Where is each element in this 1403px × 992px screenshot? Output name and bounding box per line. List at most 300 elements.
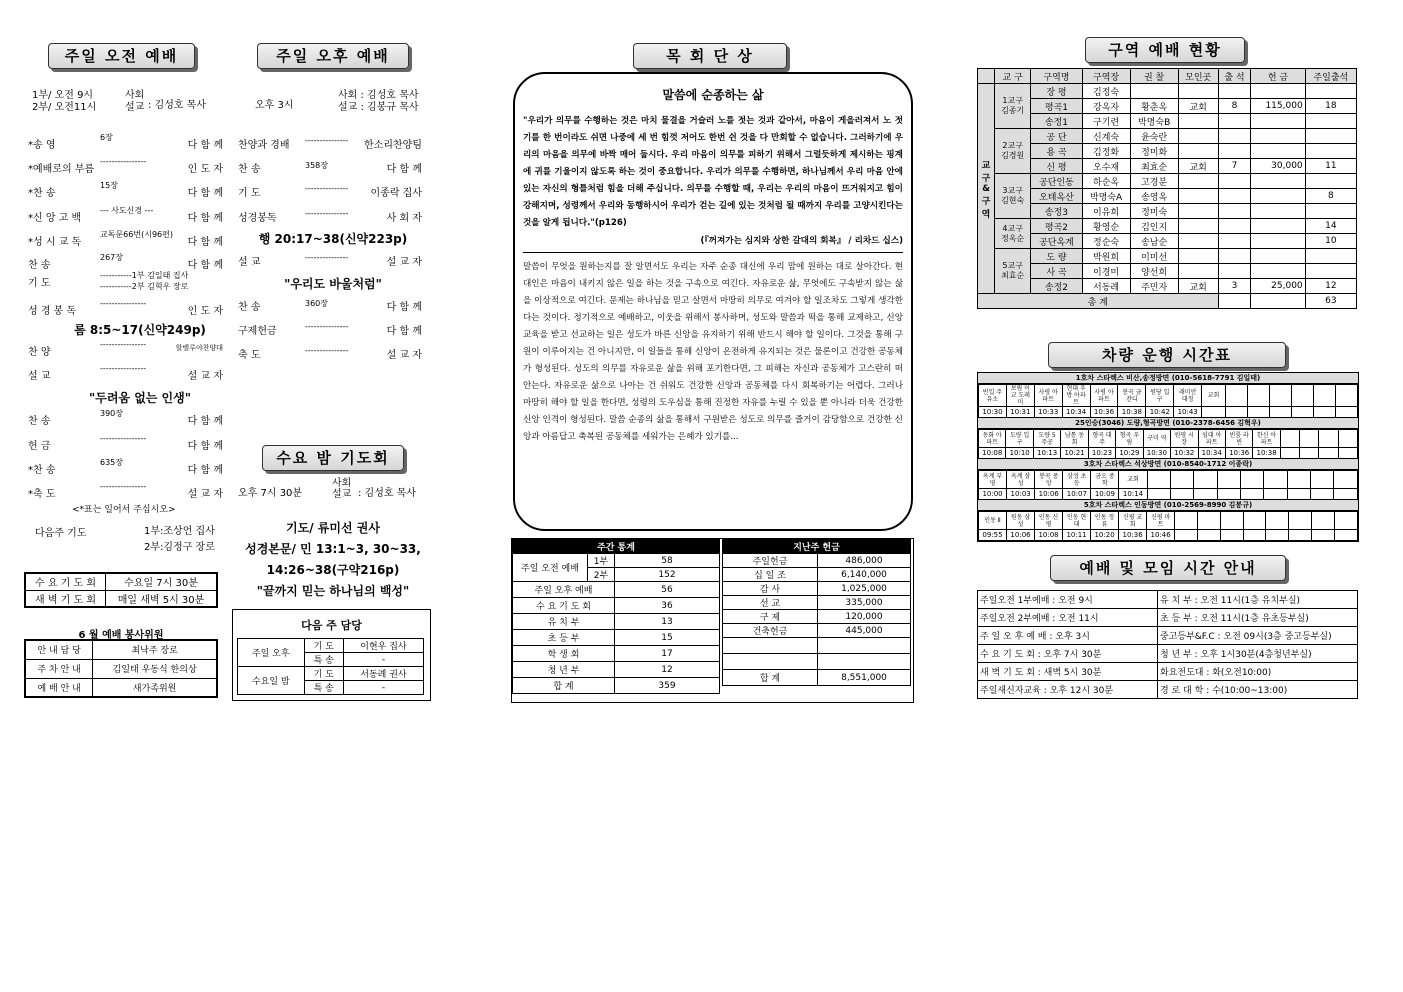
offering-amount bbox=[818, 654, 911, 670]
district-cell bbox=[1218, 144, 1251, 159]
wednesday-sermon-title: "끝까지 믿는 하나님의 백성" bbox=[256, 584, 410, 598]
district-row bbox=[978, 204, 1357, 219]
afternoon-role-2: 설교 : 김봉규 목사 bbox=[338, 102, 419, 113]
bus-time bbox=[1175, 530, 1198, 541]
district-cell: 8 bbox=[1305, 189, 1356, 204]
bus-time bbox=[1247, 407, 1269, 418]
morning-order-label: 찬 송 bbox=[28, 416, 51, 427]
schedule-right: 화요전도대 : 화(오전10:00) bbox=[1158, 663, 1358, 681]
district-total-label: 총 계 bbox=[978, 294, 1219, 309]
district-row bbox=[978, 189, 1357, 204]
bus-time bbox=[1313, 407, 1335, 418]
bus-time: 10:08 bbox=[979, 448, 1006, 459]
offering-label bbox=[723, 654, 818, 670]
district-cell bbox=[1251, 84, 1305, 99]
stat-value: 359 bbox=[615, 678, 720, 694]
district-cell: 교회 bbox=[1178, 159, 1218, 174]
district-row bbox=[978, 99, 1357, 114]
bus-time bbox=[1311, 489, 1334, 500]
morning-order-detail: ---------------- bbox=[100, 299, 147, 308]
morning-order-label: 설 교 bbox=[28, 371, 51, 382]
offering-amount bbox=[818, 638, 911, 654]
morning-order-leader: 설 교 자 bbox=[187, 489, 223, 500]
bus-stop bbox=[1289, 512, 1312, 530]
weekly-stats-table bbox=[512, 539, 720, 694]
bus-route-table bbox=[978, 429, 1358, 459]
district-cell: 주민자 bbox=[1130, 279, 1178, 294]
bus-stop bbox=[1338, 430, 1357, 448]
bus-stop bbox=[1264, 471, 1287, 489]
district-name: 공단인동 bbox=[1031, 174, 1082, 189]
afternoon-order-leader: 다 함 께 bbox=[386, 326, 422, 337]
schedule-right: 초 등 부 : 오전 11시(1층 유초등부실) bbox=[1158, 609, 1358, 627]
district-cell: 김정숙 bbox=[1082, 84, 1130, 99]
morning-order-label: *찬 송 bbox=[28, 465, 56, 476]
district-column-header: 모인곳 bbox=[1178, 69, 1218, 84]
offerings-title: 지난주 헌금 bbox=[723, 540, 911, 554]
afternoon-order-detail: --------------- bbox=[305, 136, 349, 145]
afternoon-role-1: 사회 : 김성호 목사 bbox=[338, 90, 419, 101]
bus-time bbox=[1291, 407, 1313, 418]
bus-time bbox=[1312, 530, 1335, 541]
schedule-left: 주일새신자교육 : 오후 12시 30분 bbox=[978, 681, 1158, 699]
district-cell bbox=[1178, 204, 1218, 219]
district-cell: 황영순 bbox=[1082, 219, 1130, 234]
bus-time: 10:29 bbox=[1116, 448, 1143, 459]
bus-stop bbox=[1311, 471, 1334, 489]
bus-stop bbox=[1335, 385, 1357, 407]
morning-times bbox=[32, 90, 96, 114]
morning-order-leader: 다 함 께 bbox=[187, 140, 223, 151]
morning-order-label: 찬 양 bbox=[28, 347, 51, 358]
bus-stop bbox=[1319, 430, 1338, 448]
district-cell: 정순숙 bbox=[1082, 234, 1130, 249]
district-cell bbox=[1251, 174, 1305, 189]
afternoon-order-detail: --------------- bbox=[305, 346, 349, 355]
bus-stop bbox=[1313, 385, 1335, 407]
morning-order-detail: 267장 bbox=[100, 253, 123, 262]
afternoon-order-label: 찬 송 bbox=[238, 302, 261, 313]
bus-time: 10:46 bbox=[1147, 530, 1175, 541]
schedule-left: 주 일 오 후 예 배 : 오후 3시 bbox=[978, 627, 1158, 645]
bus-stop: 인동 신평 bbox=[1035, 512, 1063, 530]
bus-stop: 금오 중학 bbox=[1091, 471, 1119, 489]
bus-stop bbox=[1225, 385, 1247, 407]
district-cell: 김인지 bbox=[1130, 219, 1178, 234]
bus-stop: 교회 bbox=[1119, 471, 1147, 489]
bus-route-title: 25인승(3046) 도량,형곡방면 (010-2378-6456 김혁우) bbox=[978, 418, 1358, 429]
morning-time-1: 1부/ 오전 9시 bbox=[32, 90, 94, 101]
morning-order-leader: 다 함 께 bbox=[187, 260, 223, 271]
district-cell: 이미선 bbox=[1130, 249, 1178, 264]
bus-stop: 원평 시장 bbox=[1171, 430, 1198, 448]
schedule-table bbox=[977, 590, 1358, 699]
district-name: 장 평 bbox=[1031, 84, 1082, 99]
offerings-table bbox=[722, 539, 911, 686]
next-week-person: 이현우 집사 bbox=[343, 639, 423, 653]
morning-order-heading: "두려움 없는 인생" bbox=[88, 391, 191, 405]
district-cell bbox=[1251, 219, 1305, 234]
morning-order-label: 찬 송 bbox=[28, 260, 51, 271]
district-cell: 7 bbox=[1218, 159, 1251, 174]
morning-order-leader: 인 도 자 bbox=[187, 164, 223, 175]
servant-role: 주 차 안 내 bbox=[25, 659, 93, 678]
bus-stop: 교회 bbox=[1202, 385, 1226, 407]
district-column-header: 권 찰 bbox=[1130, 69, 1178, 84]
bus-stop: 인동 정류 bbox=[1091, 512, 1119, 530]
bus-stop: 신평 마트 bbox=[1147, 512, 1175, 530]
next-week-table bbox=[237, 638, 424, 695]
afternoon-order-label: 축 도 bbox=[238, 350, 261, 361]
stat-value: 17 bbox=[615, 646, 720, 662]
district-cell bbox=[1178, 144, 1218, 159]
bus-stop: 사평 아파트 bbox=[1034, 385, 1062, 407]
district-cell: 양선희 bbox=[1130, 264, 1178, 279]
morning-order-leader: 다 함 께 bbox=[187, 416, 223, 427]
bus-route-title: 3호차 스타렉스 석상방면 (010-8540-1712 이종락) bbox=[978, 459, 1358, 470]
district-cell bbox=[1218, 189, 1251, 204]
offering-label: 구 제 bbox=[723, 610, 818, 624]
bus-route-table bbox=[978, 470, 1358, 500]
bus-time: 10:32 bbox=[1171, 448, 1198, 459]
bus-stop: 삼성 초등 bbox=[1063, 471, 1091, 489]
district-cell: 교회 bbox=[1178, 279, 1218, 294]
bus-time bbox=[1338, 448, 1357, 459]
district-cell bbox=[1178, 249, 1218, 264]
bus-stop bbox=[1335, 512, 1358, 530]
bus-time bbox=[1197, 530, 1220, 541]
bus-time: 10:33 bbox=[1034, 407, 1062, 418]
bus-time: 10:06 bbox=[1035, 489, 1063, 500]
morning-order-detail: 6장 bbox=[100, 133, 113, 142]
stat-value: 13 bbox=[615, 614, 720, 630]
schedule-row bbox=[978, 645, 1358, 663]
next-prayer-list bbox=[144, 524, 215, 556]
next-week-duty: 특 송 bbox=[304, 653, 343, 667]
afternoon-order-label: 기 도 bbox=[238, 188, 261, 199]
bus-schedule bbox=[977, 372, 1359, 542]
servant-names: 새가족위원 bbox=[93, 678, 217, 697]
morning-order-detail: 교독문66번(시96편) bbox=[100, 230, 173, 239]
bus-time: 10:38 bbox=[1118, 407, 1146, 418]
afternoon-order-heading: "우리도 바울처럼" bbox=[284, 277, 382, 291]
morning-order-detail: 390장 bbox=[100, 409, 123, 418]
district-cell: 강옥자 bbox=[1082, 99, 1130, 114]
schedule-row bbox=[978, 609, 1358, 627]
bus-stop: 원동 삼성 bbox=[1007, 512, 1035, 530]
district-cell: 8 bbox=[1218, 99, 1251, 114]
district-name: 공 단 bbox=[1031, 129, 1082, 144]
bus-time: 10:30 bbox=[979, 407, 1007, 418]
bus-stop bbox=[1197, 512, 1220, 530]
stat-value: 152 bbox=[615, 568, 720, 582]
district-cell: 12 bbox=[1305, 279, 1356, 294]
morning-order-detail: ---------------- bbox=[100, 340, 147, 349]
bus-stop bbox=[1217, 471, 1240, 489]
district-name: 오태옥산 bbox=[1031, 189, 1082, 204]
district-column-header: 구역명 bbox=[1031, 69, 1082, 84]
district-row bbox=[978, 264, 1357, 279]
morning-leaders: 사회 설교 bbox=[125, 90, 145, 113]
morning-order-detail: ---------------- bbox=[100, 157, 147, 166]
bus-stop bbox=[1280, 430, 1299, 448]
morning-pastor: : 김성호 목사 bbox=[148, 100, 207, 111]
afternoon-order-leader: 설 교 자 bbox=[386, 350, 422, 361]
schedule-right: 중고등부&F.C : 오전 09시(3층 중고등부실) bbox=[1158, 627, 1358, 645]
stat-label: 학 생 회 bbox=[513, 646, 615, 662]
bus-stop bbox=[1220, 512, 1243, 530]
morning-order-detail: ---------------- bbox=[100, 482, 147, 491]
morning-order-detail: ---------------- bbox=[100, 434, 147, 443]
bus-time: 10:00 bbox=[979, 489, 1007, 500]
stat-sub: 2부 bbox=[588, 568, 615, 582]
district-column-header: 구역장 bbox=[1082, 69, 1130, 84]
district-cell: 구기련 bbox=[1082, 114, 1130, 129]
wednesday-roles: 사회 설교 bbox=[332, 478, 352, 500]
district-group-name: 1교구 김종기 bbox=[995, 84, 1031, 129]
afternoon-order-label: 찬양과 경배 bbox=[238, 140, 290, 151]
pastoral-column-box bbox=[513, 72, 913, 531]
district-cell: 고경분 bbox=[1130, 174, 1178, 189]
next-prayer-1: 1부:조상언 집사 bbox=[144, 526, 215, 537]
district-cell: 하순옥 bbox=[1082, 174, 1130, 189]
district-cell: 30,000 bbox=[1251, 159, 1305, 174]
schedule-right: 유 치 부 : 오전 11시(1층 유치부실) bbox=[1158, 591, 1358, 609]
stat-value: 56 bbox=[615, 582, 720, 598]
afternoon-order-leader: 다 함 께 bbox=[386, 164, 422, 175]
weekly-stats-title: 주간 통계 bbox=[513, 540, 720, 554]
bus-time: 10:43 bbox=[1174, 407, 1202, 418]
bus-time: 09:55 bbox=[979, 530, 1007, 541]
bus-time: 10:09 bbox=[1091, 489, 1119, 500]
district-name: 사 곡 bbox=[1031, 264, 1082, 279]
district-cell bbox=[1305, 264, 1356, 279]
bus-stop: 사평 아파트 bbox=[1090, 385, 1118, 407]
bus-time bbox=[1147, 489, 1170, 500]
bus-time bbox=[1220, 530, 1243, 541]
wednesday-pastor: : 김성호 목사 bbox=[358, 488, 417, 499]
bus-route-title: 1호차 스타렉스 비산,송정방면 (010-5618-7791 김일태) bbox=[978, 373, 1358, 384]
district-cell bbox=[1218, 234, 1251, 249]
offering-label bbox=[723, 638, 818, 654]
district-cell: 최효순 bbox=[1130, 159, 1178, 174]
district-total-row bbox=[978, 294, 1357, 309]
bus-stop: 보림 이교 도레미 bbox=[1006, 385, 1034, 407]
afternoon-order-detail: --------------- bbox=[305, 209, 349, 218]
next-week-duty: 기 도 bbox=[304, 639, 343, 653]
bus-stop bbox=[1194, 471, 1217, 489]
district-name: 송정1 bbox=[1031, 114, 1082, 129]
servants-title: 6 월 예배 봉사위원 bbox=[78, 630, 164, 641]
district-cell bbox=[1251, 114, 1305, 129]
bus-time: 10:07 bbox=[1063, 489, 1091, 500]
bus-stops-row bbox=[979, 385, 1358, 407]
offering-label: 감 사 bbox=[723, 582, 818, 596]
bus-time bbox=[1225, 407, 1247, 418]
bus-time bbox=[1334, 489, 1358, 500]
district-cell bbox=[1178, 84, 1218, 99]
offering-amount: 120,000 bbox=[818, 610, 911, 624]
afternoon-order-leader: 사 회 자 bbox=[386, 213, 422, 224]
district-cell bbox=[1218, 219, 1251, 234]
morning-order-detail: 635장 bbox=[100, 458, 123, 467]
district-cell: 10 bbox=[1305, 234, 1356, 249]
bus-stop bbox=[1175, 512, 1198, 530]
prayer-meeting-name: 새 벽 기 도 회 bbox=[25, 590, 106, 607]
stat-label: 초 등 부 bbox=[513, 630, 615, 646]
district-cell bbox=[1305, 249, 1356, 264]
pastoral-quote: "우리가 의무를 수행하는 것은 마치 물결을 거슬러 노를 젓는 것과 같아서, 마음이 게을러져서 노 젓기를 한 번이라도 쉬면 나중에 세 번 힘껏 저어도 한번 쉰 것을 다 만회할 수 없습니다. 그러하기에 우리의 마음을 의무에 바짝 매어 둡시다. 우리 마음이 의무를 피하기 위해서 그럴듯하게 제시하는 핑계에 귀를 기울이지 않도록 하는 것이 중요합니다. 우리가 의무를 수행하면, 하나님께서 우리 마음 안에 있는 자신의 형틀처럼 힘을 더해 주십니다. 의무를 수행할 때, 우리는 우리의 마음이 뜨거워지고 힘이 강해지며, 성령께서 우리와 동행하시어 우리가 걷는 길에 있는 것처럼 될 때까지 우리를 고양시킨다는 것을 알게 됩니다."(p126) bbox=[523, 116, 904, 228]
bus-time bbox=[1335, 407, 1357, 418]
stat-label: 주일 오후 예배 bbox=[513, 582, 615, 598]
district-cell: 교회 bbox=[1178, 99, 1218, 114]
morning-order-detail: ---------------- bbox=[100, 364, 147, 373]
wednesday-scripture-2: 14:26~38(구약216p) bbox=[266, 563, 400, 577]
bus-stop: 봉곡 금잔디 bbox=[1118, 385, 1146, 407]
district-cell: 이유희 bbox=[1082, 204, 1130, 219]
district-name: 용 곡 bbox=[1031, 144, 1082, 159]
offering-label: 건축헌금 bbox=[723, 624, 818, 638]
bus-stop bbox=[1266, 512, 1289, 530]
next-week-service: 수요일 밤 bbox=[238, 667, 305, 695]
offering-amount: 1,025,000 bbox=[818, 582, 911, 596]
next-week-box bbox=[232, 609, 431, 701]
district-cell: 3 bbox=[1218, 279, 1251, 294]
district-cell: 서동례 bbox=[1082, 279, 1130, 294]
bus-stop: 신평 교회 bbox=[1119, 512, 1147, 530]
schedule-left: 수 요 기 도 회 : 오후 7시 30분 bbox=[978, 645, 1158, 663]
district-name: 송정3 bbox=[1031, 204, 1082, 219]
schedule-left: 주일오전 1부예배 : 오전 9시 bbox=[978, 591, 1158, 609]
district-side-cell bbox=[978, 69, 995, 84]
bus-stop: 빈입 주유소 bbox=[979, 385, 1007, 407]
offering-label: 합 계 bbox=[723, 670, 818, 686]
district-cell: 14 bbox=[1305, 219, 1356, 234]
next-prayer-label: 다음주 기도 bbox=[35, 528, 87, 539]
afternoon-roles bbox=[338, 90, 419, 114]
district-cell bbox=[1251, 189, 1305, 204]
bus-stop: 옥계 삼성 bbox=[1007, 471, 1035, 489]
district-cell: 박원희 bbox=[1082, 249, 1130, 264]
bus-time bbox=[1289, 530, 1312, 541]
bus-times-row bbox=[979, 407, 1358, 418]
district-group-name: 5교구 최효순 bbox=[995, 249, 1031, 294]
district-side-label: 교구 & 구역 bbox=[978, 84, 995, 294]
morning-service-header: 주일 오전 예배 bbox=[48, 43, 195, 69]
district-cell bbox=[1218, 264, 1251, 279]
schedule-right: 청 년 부 : 오후 1시30분(4층청년부실) bbox=[1158, 645, 1358, 663]
district-total-value: 63 bbox=[1305, 294, 1356, 309]
bus-stop: 인동 Ⅱ bbox=[979, 512, 1007, 530]
district-column-header: 출 석 bbox=[1218, 69, 1251, 84]
pastoral-body: 말씀이 무엇을 원하는지를 잘 알면서도 우리는 자주 순종 대신에 우리 맘에 원하는 대로 살아간다. 현대인은 마음이 내키지 않은 일을 하는 것을 구속으로 여긴다. 자유로운 삶, 무엇에도 구속받지 않는 삶을 이상적으로 여긴다. 문제는 하나님을 믿고 살면서 마땅히 의무로 여겨야 할 일조차도 그렇게 생각한다는 것이다. 정기적으로 예배하고, 이웃을 위해서 봉사하며, 성도와 말씀과 떡을 통해 교제하고, 신앙교육을 받고 선교하는 일은 성도가 바른 신앙을 유지하기 위해 반드시 해야 할 일이다. 그것을 통해 구원이 이루어지는 건 아니지만, 이 일들을 통해 신앙이 온전하게 유지되는 것은 물론이고 건강한 공동체가 형성된다. 성도의 의무를 자유로운 삶을 위해 포기한다면, 그 피해는 자신과 공동체가 고스란히 떠안는다. 자유로운 삶으로 나아는 건 쉬워도 건강한 신앙과 공동체를 다시 회복하기는 어렵다. 그러나 마땅히 해야 할 일을 한다면, 성령의 도우심을 통해 진정한 자유를 누릴 수 있을 뿐 아니라 더욱 건강한 신앙 인격이 형성된다. 말씀 순종의 삶을 통해서 구원받은 성도로 의무를 즐거이 감당함으로 건강한 신앙과 아름답고 축복된 공동체를 세워가는 은혜가 있기를... bbox=[523, 252, 903, 446]
district-cell: 윤숙란 bbox=[1130, 129, 1178, 144]
district-cell: 11 bbox=[1305, 159, 1356, 174]
bus-time: 10:11 bbox=[1063, 530, 1091, 541]
bus-time: 10:36 bbox=[1119, 530, 1147, 541]
district-row bbox=[978, 129, 1357, 144]
bus-time: 10:34 bbox=[1062, 407, 1090, 418]
district-header: 구역 예배 현황 bbox=[1085, 37, 1245, 63]
district-column-header: 교 구 bbox=[995, 69, 1031, 84]
district-cell bbox=[1178, 129, 1218, 144]
servants-table bbox=[24, 639, 218, 698]
next-week-person: 서동례 권사 bbox=[343, 667, 423, 681]
district-total-blank bbox=[1218, 294, 1251, 309]
district-cell bbox=[1305, 129, 1356, 144]
bus-stop: 형곡 대주 bbox=[1088, 430, 1115, 448]
district-cell: 김정화 bbox=[1082, 144, 1130, 159]
bus-stop bbox=[1243, 512, 1266, 530]
morning-order-label: *찬 송 bbox=[28, 188, 56, 199]
bus-times-row bbox=[979, 448, 1358, 459]
bus-stop: 봉곡 중앙 bbox=[1035, 471, 1063, 489]
district-cell bbox=[1251, 249, 1305, 264]
morning-order-label: 헌 금 bbox=[28, 441, 51, 452]
schedule-row bbox=[978, 681, 1358, 699]
morning-order-label: *신 앙 고 백 bbox=[28, 213, 82, 224]
bus-stop: 빈룸 라빈 bbox=[1225, 430, 1252, 448]
morning-order-label: *예배로의 부름 bbox=[28, 164, 95, 175]
district-cell bbox=[1305, 144, 1356, 159]
afternoon-order-label: 구제헌금 bbox=[238, 326, 277, 337]
district-cell bbox=[1130, 84, 1178, 99]
morning-order-leader: 설 교 자 bbox=[187, 371, 223, 382]
district-cell bbox=[1218, 204, 1251, 219]
bus-time bbox=[1241, 489, 1264, 500]
bus-stop bbox=[1312, 512, 1335, 530]
servant-names: 김일태 우동식 한의상 bbox=[93, 659, 217, 678]
district-cell bbox=[1251, 129, 1305, 144]
morning-order-leader: 다 함 께 bbox=[187, 237, 223, 248]
district-row bbox=[978, 249, 1357, 264]
bus-time: 10:23 bbox=[1088, 448, 1115, 459]
district-cell bbox=[1305, 84, 1356, 99]
pastoral-title: 말씀에 순종하는 삶 bbox=[662, 88, 764, 102]
district-row bbox=[978, 174, 1357, 189]
bus-time: 10:36 bbox=[1225, 448, 1252, 459]
morning-order-heading: 롬 8:5~17(신약249p) bbox=[74, 323, 206, 337]
bus-time bbox=[1243, 530, 1266, 541]
bus-times-row bbox=[979, 489, 1358, 500]
bus-stops-row bbox=[979, 430, 1358, 448]
district-cell: 박명숙B bbox=[1130, 114, 1178, 129]
wednesday-service-header: 수요 밤 기도회 bbox=[262, 445, 404, 471]
stat-label: 주일 오전 예배 bbox=[513, 554, 588, 582]
district-row bbox=[978, 279, 1357, 294]
district-name: 평곡2 bbox=[1031, 219, 1082, 234]
prayer-meeting-name: 수 요 기 도 회 bbox=[25, 573, 106, 590]
offering-amount: 445,000 bbox=[818, 624, 911, 638]
district-cell: 정미화 bbox=[1130, 144, 1178, 159]
bus-time bbox=[1202, 407, 1226, 418]
district-cell bbox=[1178, 264, 1218, 279]
bus-stop bbox=[1241, 471, 1264, 489]
bus-time bbox=[1335, 530, 1358, 541]
wednesday-details bbox=[238, 518, 428, 602]
afternoon-order-leader: 이종락 집사 bbox=[370, 188, 422, 199]
bus-stop bbox=[1291, 385, 1313, 407]
district-name: 평곡1 bbox=[1031, 99, 1082, 114]
bus-time: 10:10 bbox=[1006, 448, 1033, 459]
district-row bbox=[978, 159, 1357, 174]
bus-time bbox=[1217, 489, 1240, 500]
district-total-blank bbox=[1251, 294, 1305, 309]
next-prayer-2: 2부:김정구 장로 bbox=[144, 542, 215, 553]
morning-order-leader: 다 함 께 bbox=[187, 465, 223, 476]
afternoon-service-header: 주일 오후 예배 bbox=[257, 43, 409, 69]
next-week-duty: 기 도 bbox=[304, 667, 343, 681]
